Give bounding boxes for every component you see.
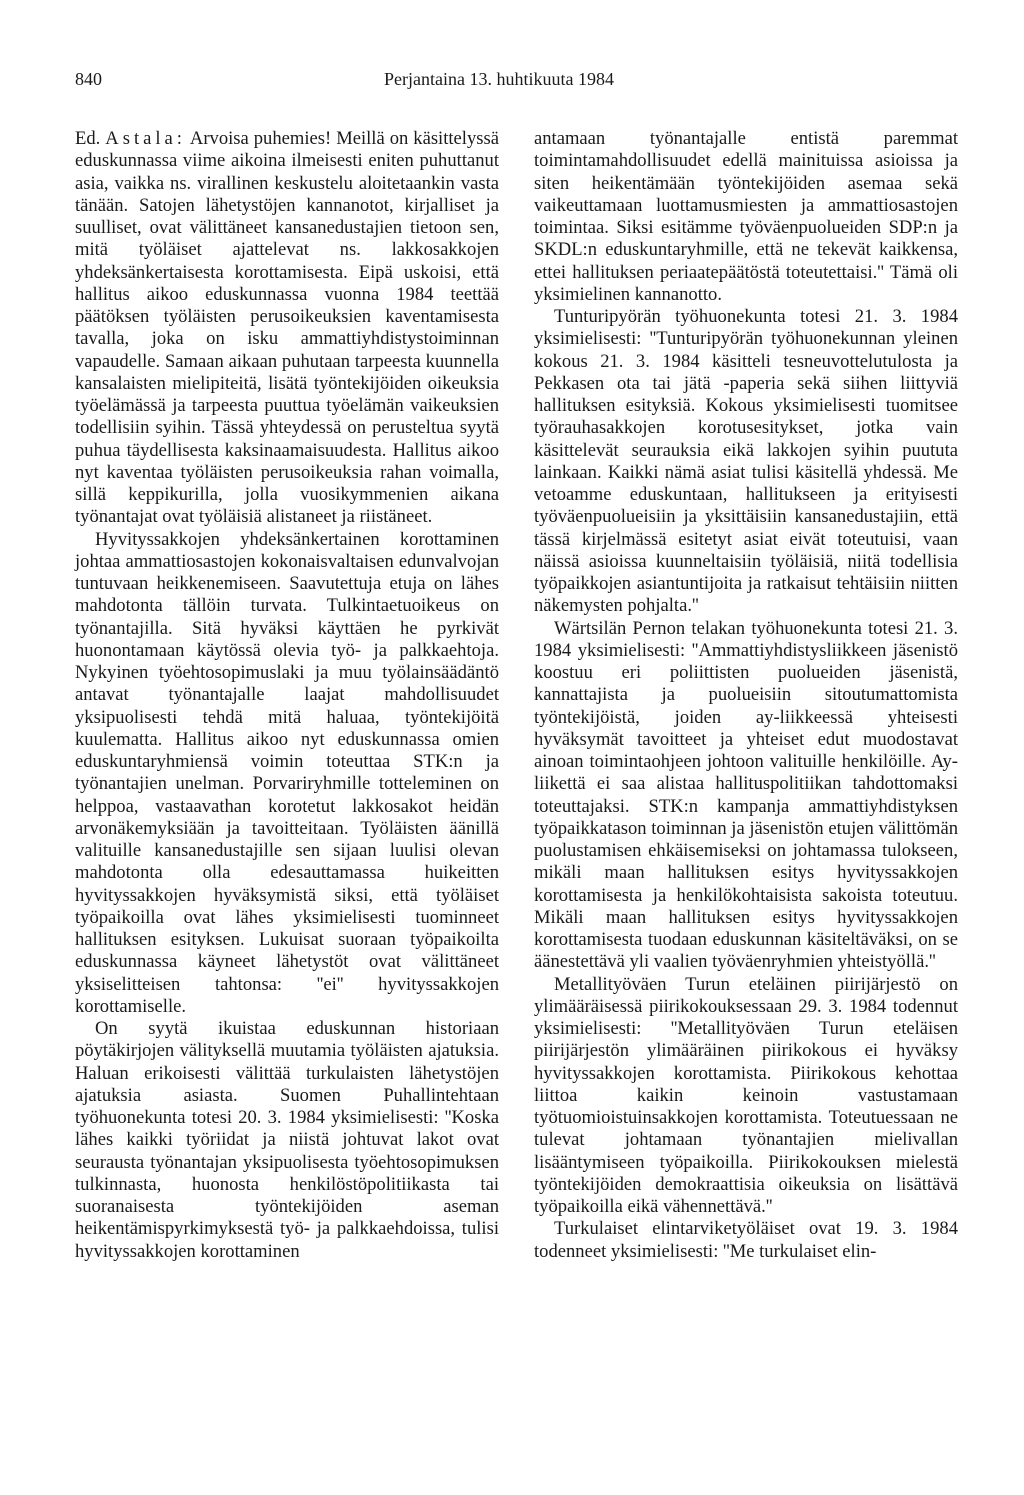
paragraph-text: Arvoisa puhemies! Meillä on käsittelyssä eduskunnassa viime aikoina ilmeisesti eniten puhuttanut asia, vaikka ns. virallinen keskustelu aloitetaankin vasta tänään. Satojen lähetystöjen kannanotot, kirjalliset ja suulliset, ovat välittäneet kansanedustajien tietoon sen, mitä työläiset ajattelevat ns. lakkosakkojen yhdeksänkertaisesta korottamisesta. Eipä uskoisi, että hallitus aikoo eduskunnassa vuonna 1984 teettää päätöksen työläisten perusoikeuksien kaventamisesta tavalla, joka on isku ammattiyhdistystoiminnan vapaudelle. Samaan aikaan puhutaan tarpeesta kuunnella kansalaisten mielipiteitä, lisätä työntekijöiden oikeuksia työelämässä ja tarpeesta puuttua työelämän vaikeuksien todellisiin syihin. Tässä yhteydessä on perusteltua syytä puhua täydellisesta kaksinaamaisuudesta. Hallitus aikoo nyt kaventaa työläisten perusoikeuksia rahan voimalla, sillä keppikurilla, jolla vuosikymmenien aikana työnantajat ovat työläisiä alistaneet ja riistäneet.	[75, 128, 499, 528]
paragraph-3: On syytä ikuistaa eduskunnan historiaan pöytäkirjojen välityksellä muutamia työläisten ajatuksia. Haluan erikoisesti välittää turkulaisten lähetystöjen ajatuksia asiasta. Suomen Puhallintehtaan työhuonekunta totesi 20. 3. 1984 yksimielisesti: ''Koska lähes kaikki työriidat ja niistä johtuvat lakot ovat seurausta työnantajan yksipuolisesta työehtosopimuksen tulkinnasta, huonosta henkilöstöpolitiikasta tai suoranaisesta työntekijöiden aseman heikentämispyrkimyksestä työ- ja palkkaehdoissa, tulisi hyvityssakkojen korottaminen	[75, 1018, 499, 1262]
paragraph-7: Metallityöväen Turun eteläinen piirijärjestö on ylimääräisessä piirikokouksessaan 29. 3. 1984 todennut yksimielisesti: ''Metallityöväen Turun eteläisen piirijärjestön ylimääräinen piirikokous ei hyväksy hyvityssakkojen korottamista. Piirikokous kehottaa liittoa kaikin keinoin vastustamaan työtuomioistuinsakkojen korottamista. Toteutuessaan ne tulevat johtamaan työnantajien mielivallan lisääntymiseen työpaikoilla. Piirikokouksen mielestä työntekijöiden demokraattisia oikeuksia on lisättävä työpaikoilla eikä vähennettävä.''	[534, 973, 958, 1217]
running-head: Perjantaina 13. huhtikuuta 1984	[384, 69, 614, 89]
speech-prefix: Ed.	[75, 128, 101, 149]
paragraph-1	[75, 128, 499, 529]
speaker-name: Astala:	[105, 128, 186, 149]
right-column	[534, 128, 958, 1263]
paragraph-8: Turkulaiset elintarviketyöläiset ovat 19. 3. 1984 todenneet yksimielisesti: ''Me turkulaiset elin-	[534, 1218, 958, 1262]
page-header	[0, 69, 1024, 93]
page-number: 840	[75, 69, 102, 89]
paragraph-2: Hyvityssakkojen yhdeksänkertainen korottaminen johtaa ammattiosastojen kokonaisvaltaisen edunvalvojan tuntuvaan heikkenemiseen. Saavutettuja etuja on lähes mahdotonta tällöin turvata. Tulkintaetuoikeus on työnantajilla. Sitä hyväksi käyttäen he pyrkivät huonontamaan käytössä olevia työ- ja palkkaehtoja. Nykyinen työehtosopimuslaki ja muu työlainsäädäntö antavat työnantajalle laajat mahdollisuudet yksipuolisesti tehdä mitä haluaa, työntekijöitä kuulematta. Hallitus aikoo nyt eduskunnassa omien eduskuntaryhmiensä voimin toteuttaa STK:n ja työnantajien unelman. Porvariryhmille totteleminen on helppoa, vastaavathan korotetut lakkosakot heidän arvonäkemyksiään ja tavoitteitaan. Työläisten äänillä valituille kansanedustajille sen sijaan luulisi olevan mahdotonta olla edesauttamassa huikeitten hyvityssakkojen hyväksymistä siksi, että työläiset työpaikoilla ovat lähes yksimielisesti tuominneet hallituksen esityksen. Lukuisat suoraan työpaikoilta eduskunnassa käyneet lähetystöt ovat välittäneet yksiselitteisen tahtonsa: ''ei'' hyvityssakkojen korottamiselle.	[75, 528, 499, 1017]
paragraph-6: Wärtsilän Pernon telakan työhuonekunta totesi 21. 3. 1984 yksimielisesti: ''Ammattiyhdistysliikkeen jäsenistö koostuu eri poliittisten puolueiden jäsenistä, kannattajista ja puolueisiin sitoutumattomista työntekijöistä, joiden ay-liikkeessä yhteisesti hyväksymät tavoitteet ja yhteiset edut muodostavat ainoan toimintaohjeen johtoon valituille henkilöille. Ay-liikettä ei saa alistaa hallituspolitiikan tahdottomaksi toteuttajaksi. STK:n kampanja ammattiyhdistyksen työpaikkatason toiminnan ja jäsenistön etujen välittömän puolustamisen ehkäisemiseksi on johtamassa tulokseen, mikäli maan hallituksen esitys hyvityssakkojen korottamisesta ja henkilökohtaisista sakoista toteutuu. Mikäli maan hallituksen esitys hyvityssakkojen korottamisesta tuodaan eduskunnan käsiteltäväksi, on se äänestettävä yli vaalien työväenryhmien yhteistyöllä.''	[534, 617, 958, 973]
paragraph-4: antamaan työnantajalle entistä paremmat toimintamahdollisuudet edellä mainituissa asioissa ja siten heikentämään työntekijöiden asemaa sekä vaikeuttamaan luottamusmiesten ja ammattiosastojen toimintaa. Siksi esitämme työväenpuolueiden SDP:n ja SKDL:n eduskuntaryhmille, että ne tekevät kaikkensa, ettei hallituksen periaatepäätöstä toteutettaisi.'' Tämä oli yksimielinen kannanotto.	[534, 128, 958, 305]
left-column	[75, 128, 499, 1263]
paragraph-5: Tunturipyörän työhuonekunta totesi 21. 3. 1984 yksimielisesti: ''Tunturipyörän työhuonekunnan yleinen kokous 21. 3. 1984 käsitteli tesneuvottelutulosta ja Pekkasen ota tai jätä -paperia sekä siihen liittyviä hallituksen esityksiä. Kokous yksimielisesti tuomitsee työrauhasakkojen korotusesitykset, jotka vain käsittelevät seurauksia eikä lakkojen syihin puututa lainkaan. Kaikki nämä asiat tulisi käsitellä yhdessä. Me vetoamme eduskuntaan, hallitukseen ja erityisesti työväenpuolueisiin ja yksittäisiin kansanedustajiin, että tässä kirjelmässä esitetyt asiat eivät toteutuisi, vaan näissä asioissa kuunneltaisiin työläisiä, niitä todellisia työpaikkojen asiantuntijoita ja ratkaisut tehtäisiin niitten näkemysten pohjalta.''	[534, 306, 958, 617]
